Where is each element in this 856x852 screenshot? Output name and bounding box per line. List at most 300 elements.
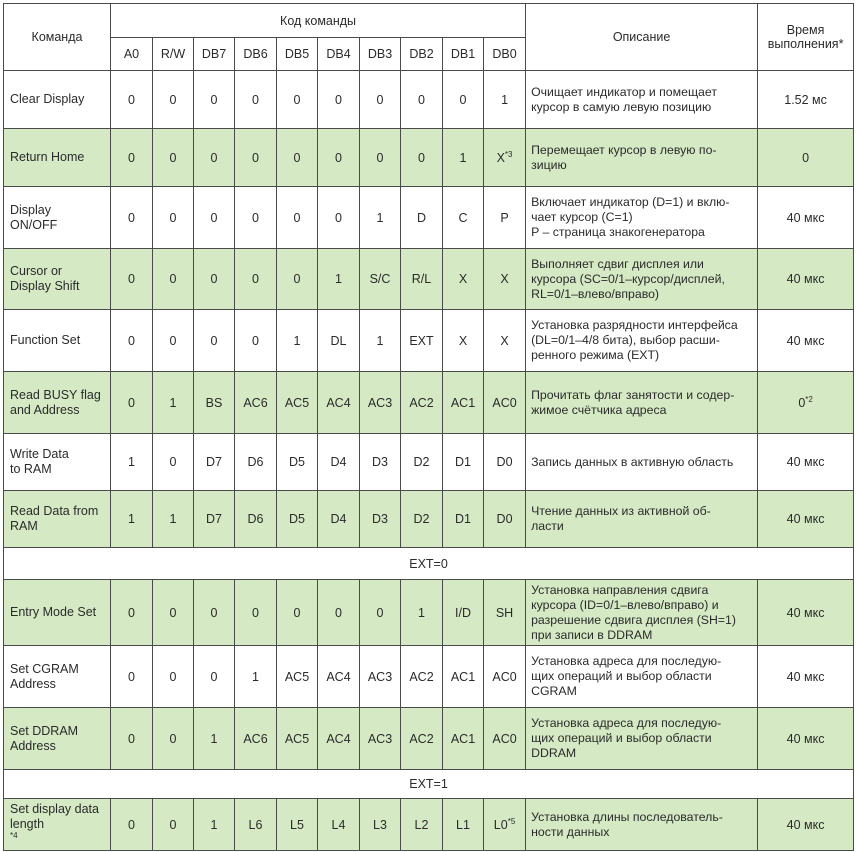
bit-cell-text: AC0 [492,731,517,746]
command-row [4,708,854,770]
bit-cell [277,434,318,491]
bit-cell-text: 0 [169,669,177,684]
command-description [526,580,758,646]
bit-cell-text: 1 [376,333,384,348]
bit-cell [235,71,277,129]
bit-cell [194,71,235,129]
bit-cell [277,708,318,770]
command-description-text: Установка длины последователь- ности данных [531,809,723,839]
footnote-mark: *4 [10,830,18,840]
command-row [4,187,854,249]
command-row [4,372,854,434]
section-label: EXT=0 [4,548,854,580]
command-description [526,491,758,548]
command-description-text: Очищает индикатор и помещает курсор в самую левую позицию [531,84,717,114]
bit-cell-text: 0 [335,605,342,620]
section-row [4,548,854,580]
bit-cell-text: D6 [247,512,264,526]
bit-cell-text: L1 [456,817,470,832]
bit-cell [235,799,277,851]
bit-cell [153,434,194,491]
bit-cell [401,580,443,646]
bit-cell [318,491,360,548]
bit-cell-text: AC1 [450,395,476,410]
bit-cell-text: 0 [293,272,301,286]
bit-cell-text: AC3 [367,395,393,410]
bit-cell [194,491,235,548]
bit-cell [318,372,360,434]
command-name-text: Display ON/OFF [10,202,58,232]
bit-cell [153,310,194,372]
execution-time [758,249,854,310]
bit-cell [443,372,484,434]
command-name-text: Read BUSY flag and Address [10,387,101,417]
bit-cell-text: 0 [252,605,259,620]
bit-cell-text: BS [205,395,223,410]
execution-time-text: 0 [802,150,810,165]
bit-cell [360,71,401,129]
bit-cell-text: AC6 [243,395,268,410]
bit-cell [194,434,235,491]
bit-cell-text: 0 [128,605,135,620]
command-name [4,708,111,770]
header-command: Команда [4,4,111,71]
bit-cell-text: L2 [414,817,429,832]
bit-cell [194,187,235,249]
command-row [4,580,854,646]
bit-cell-text: 0 [418,150,425,165]
bit-cell-text: 1 [459,150,467,165]
command-name-text: Read Data from RAM [10,504,99,533]
bit-cell-text: 0 [252,272,259,286]
bit-cell-text: I/D [455,605,471,620]
execution-time-text: 40 мкс [786,333,825,348]
bit-cell-text: 0 [169,272,177,286]
execution-time [758,491,854,548]
bit-cell-text: DL [330,333,347,348]
execution-time-text: 0 [798,395,806,410]
bit-cell-text: D4 [330,512,347,526]
header-code: Код команды [111,4,526,38]
execution-time [758,372,854,434]
bit-cell-text: 0 [293,150,301,165]
bit-cell-text: 0 [210,669,218,684]
bit-cell [401,646,443,708]
bit-cell [277,372,318,434]
bit-cell [484,71,526,129]
bit-cell-text: D7 [206,512,222,526]
bit-cell [484,580,526,646]
bit-cell [194,708,235,770]
bit-cell [235,708,277,770]
bit-cell [111,434,153,491]
bit-cell [484,434,526,491]
command-name-text: Entry Mode Set [10,605,97,619]
bit-cell [153,799,194,851]
bit-cell-text: AC4 [326,669,351,684]
bit-cell-text: 0 [293,605,301,620]
command-name [4,310,111,372]
bit-cell [153,580,194,646]
command-description-text: Перемещает курсор в левую по- зицию [531,142,717,172]
command-row [4,249,854,310]
header-bit-cell: DB3 [360,38,401,71]
bit-cell-text: X [458,272,468,286]
bit-cell-text: 1 [169,512,177,526]
bit-cell-text: 1 [128,455,135,469]
bit-cell-text: 1 [252,669,259,684]
bit-cell [484,187,526,249]
bit-cell [153,646,194,708]
bit-cell-text: 0 [210,210,218,225]
bit-cell-text: AC5 [284,669,310,684]
bit-cell-text: X [500,333,509,348]
bit-cell-text: L6 [248,817,263,832]
footnote-mark: *2 [805,394,813,404]
bit-cell [111,372,153,434]
execution-time-text: 40 мкс [786,669,825,684]
bit-cell-text: D1 [455,455,471,469]
bit-cell [360,708,401,770]
command-description [526,129,758,187]
bit-cell [318,580,360,646]
bit-cell-text: 0 [128,395,135,410]
bit-cell [235,646,277,708]
header-bit-cell: DB6 [235,38,277,71]
bit-cell-text: L4 [331,817,346,832]
bit-cell [484,491,526,548]
bit-cell [153,372,194,434]
bit-cell-text: 0 [252,92,259,107]
command-name [4,580,111,646]
section-label: EXT=1 [4,770,854,799]
footnote-mark: *3 [504,149,513,159]
bit-cell-text: 0 [376,605,384,620]
bit-cell-text: D1 [455,512,471,526]
bit-cell [153,129,194,187]
bit-cell [277,580,318,646]
bit-cell-text: 0 [169,731,177,746]
bit-cell [443,708,484,770]
execution-time [758,187,854,249]
bit-cell [194,580,235,646]
bit-cell [484,708,526,770]
bit-cell [111,187,153,249]
command-description [526,434,758,491]
bit-cell [443,491,484,548]
bit-cell [360,434,401,491]
header-bit-cell: DB1 [443,38,484,71]
execution-time-text: 40 мкс [786,210,825,225]
bit-cell-text: 0 [459,92,467,107]
command-table [3,3,854,851]
command-name-text: Set CGRAM Address [10,661,79,691]
command-name [4,372,111,434]
header-bit-cell: DB7 [194,38,235,71]
command-row [4,71,854,129]
bit-cell [360,372,401,434]
bit-cell-text: 0 [128,92,135,107]
bit-cell-text: D7 [206,455,222,469]
bit-cell-text: AC2 [409,395,434,410]
command-row [4,310,854,372]
bit-cell [111,249,153,310]
bit-cell [153,71,194,129]
bit-cell [443,310,484,372]
bit-cell [111,799,153,851]
bit-cell-text: 0 [210,333,218,348]
bit-cell-text: 0 [252,150,259,165]
command-row [4,799,854,851]
command-name-text: Clear Display [10,92,85,106]
bit-cell [484,372,526,434]
execution-time [758,129,854,187]
bit-cell [484,129,526,187]
bit-cell [277,310,318,372]
bit-cell-text: AC1 [450,731,476,746]
bit-cell-text: 1 [210,731,218,746]
header-bit-cell: DB0 [484,38,526,71]
bit-cell-text: 0 [252,333,259,348]
footnote-mark: *5 [507,816,516,826]
bit-cell [153,491,194,548]
command-name-text: Set DDRAM Address [10,723,79,753]
command-description [526,187,758,249]
bit-cell-text: 0 [128,731,135,746]
bit-cell-text: D3 [372,455,388,469]
command-name [4,799,111,851]
bit-cell-text: L0 [493,817,508,832]
command-description [526,249,758,310]
bit-cell [443,580,484,646]
bit-cell-text: 0 [128,272,135,286]
execution-time [758,71,854,129]
execution-time-text: 40 мкс [786,817,825,832]
bit-cell [318,187,360,249]
command-description [526,646,758,708]
bit-cell-text: 0 [169,210,177,225]
bit-cell [360,129,401,187]
command-name [4,491,111,548]
bit-cell [360,491,401,548]
bit-cell-text: S/C [369,272,391,286]
bit-cell [443,187,484,249]
bit-cell-text: 0 [210,272,218,286]
command-name-text: Set display data length [10,802,99,831]
command-description [526,310,758,372]
bit-cell-text: D0 [496,512,513,526]
bit-cell-text: 1 [501,92,509,107]
bit-cell-text: P [500,210,509,225]
execution-time [758,580,854,646]
bit-cell [235,249,277,310]
bit-cell-text: D2 [413,455,430,469]
bit-cell-text: 0 [252,210,259,225]
bit-cell-text: 0 [335,210,342,225]
bit-cell-text: D4 [330,455,347,469]
header-bit-cell: DB5 [277,38,318,71]
bit-cell-text: 0 [169,150,177,165]
bit-cell-text: D5 [289,512,305,526]
command-description-text: Запись данных в активную область [531,454,734,469]
execution-time-text: 40 мкс [786,605,825,620]
bit-cell [484,646,526,708]
bit-cell [194,129,235,187]
bit-cell-text: AC0 [492,669,517,684]
command-description-text: Установка направления сдвига курсора (ID=0/1–влево/вправо) и разрешение сдвига дисплея (SH=1) при записи в DDRAM [531,582,736,642]
command-row [4,434,854,491]
bit-cell [360,310,401,372]
bit-cell-text: AC3 [367,731,393,746]
bit-cell-text: AC3 [367,669,393,684]
bit-cell [443,71,484,129]
bit-cell-text: 1 [210,817,218,832]
bit-cell-text: D0 [496,455,513,469]
command-description-text: Прочитать флаг занятости и содер- жимое счётчика адреса [531,387,735,417]
bit-cell [235,310,277,372]
header-time: Время выполнения* [758,4,854,71]
header-description: Описание [526,4,758,71]
execution-time-text: 40 мкс [786,512,825,526]
command-name [4,129,111,187]
command-name [4,187,111,249]
bit-cell [111,491,153,548]
bit-cell [360,799,401,851]
bit-cell-text: AC5 [284,731,310,746]
command-description [526,372,758,434]
command-name-text: Write Data to RAM [10,447,69,476]
command-row [4,646,854,708]
bit-cell-text: L3 [373,817,387,832]
bit-cell [318,71,360,129]
bit-cell-text: D2 [413,512,430,526]
bit-cell-text: AC4 [326,731,351,746]
bit-cell-text: 0 [376,92,384,107]
bit-cell-text: 0 [210,92,218,107]
command-row [4,129,854,187]
bit-cell-text: X [458,333,468,348]
bit-cell-text: AC2 [409,731,434,746]
bit-cell [277,491,318,548]
bit-cell-text: AC5 [284,395,310,410]
bit-cell-text: EXT [409,333,434,348]
bit-cell [194,646,235,708]
execution-time [758,434,854,491]
header-bit-cell: DB2 [401,38,443,71]
bit-cell [153,187,194,249]
bit-cell-text: AC4 [326,395,351,410]
bit-cell-text: 0 [169,605,177,620]
bit-cell [277,187,318,249]
bit-cell [401,799,443,851]
bit-cell-text: D6 [247,455,264,469]
bit-cell [318,708,360,770]
bit-cell-text: AC2 [409,669,434,684]
command-description-text: Установка адреса для последую- щих операций и выбор области CGRAM [531,654,722,698]
bit-cell [235,491,277,548]
bit-cell-text: C [458,210,468,225]
bit-cell [318,434,360,491]
bit-cell [401,129,443,187]
command-name-text: Return Home [10,150,85,164]
bit-cell [194,249,235,310]
bit-cell-text: 0 [169,92,177,107]
bit-cell [111,129,153,187]
bit-cell [235,187,277,249]
bit-cell [443,129,484,187]
bit-cell-text: 0 [335,92,342,107]
bit-cell [401,491,443,548]
bit-cell-text: 0 [128,150,135,165]
bit-cell [401,310,443,372]
bit-cell [360,646,401,708]
command-name [4,249,111,310]
bit-cell-text: 0 [335,150,342,165]
execution-time [758,708,854,770]
bit-cell [360,580,401,646]
bit-cell [360,249,401,310]
command-name [4,646,111,708]
command-name-text: Cursor or Display Shift [10,264,80,293]
bit-cell-text: SH [495,605,514,620]
bit-cell [318,799,360,851]
bit-cell-text: 1 [169,395,177,410]
bit-cell-text: L5 [290,817,304,832]
bit-cell [318,646,360,708]
bit-cell [235,372,277,434]
command-name-text: Function Set [10,333,81,347]
bit-cell [443,249,484,310]
bit-cell [277,129,318,187]
bit-cell-text: D5 [289,455,305,469]
execution-time-text: 40 мкс [786,272,825,286]
bit-cell [111,646,153,708]
command-row [4,491,854,548]
command-description-text: Выполняет сдвиг дисплея или курсора (SC=0/1–курсор/дисплей, RL=0/1–влево/вправо) [531,256,725,301]
execution-time-text: 40 мкс [786,455,825,469]
bit-cell-text: AC0 [492,395,517,410]
bit-cell [277,646,318,708]
bit-cell-text: 0 [376,150,384,165]
command-description [526,708,758,770]
execution-time [758,310,854,372]
command-description [526,799,758,851]
bit-cell-text: 1 [128,512,135,526]
bit-cell-text: 0 [293,92,301,107]
header-bit-cell: R/W [153,38,194,71]
bit-cell-text: 1 [335,272,342,286]
bit-cell-text: 1 [418,605,425,620]
bit-cell [401,708,443,770]
bit-cell-text: X [496,150,505,165]
bit-cell [443,799,484,851]
bit-cell [277,249,318,310]
bit-cell [194,372,235,434]
command-description-text: Установка адреса для последую- щих операций и выбор области DDRAM [531,716,722,760]
bit-cell-text: D [416,210,427,225]
bit-cell-text: 0 [128,333,135,348]
bit-cell-text: D3 [372,512,388,526]
bit-cell-text: 0 [169,817,177,832]
bit-cell [277,799,318,851]
command-description-text: Включает индикатор (D=1) и вклю- чает курсор (C=1) P – страница знакогенератора [531,195,730,239]
bit-cell [484,310,526,372]
execution-time [758,799,854,851]
bit-cell [153,708,194,770]
bit-cell [401,249,443,310]
bit-cell [194,310,235,372]
bit-cell-text: AC6 [243,731,268,746]
